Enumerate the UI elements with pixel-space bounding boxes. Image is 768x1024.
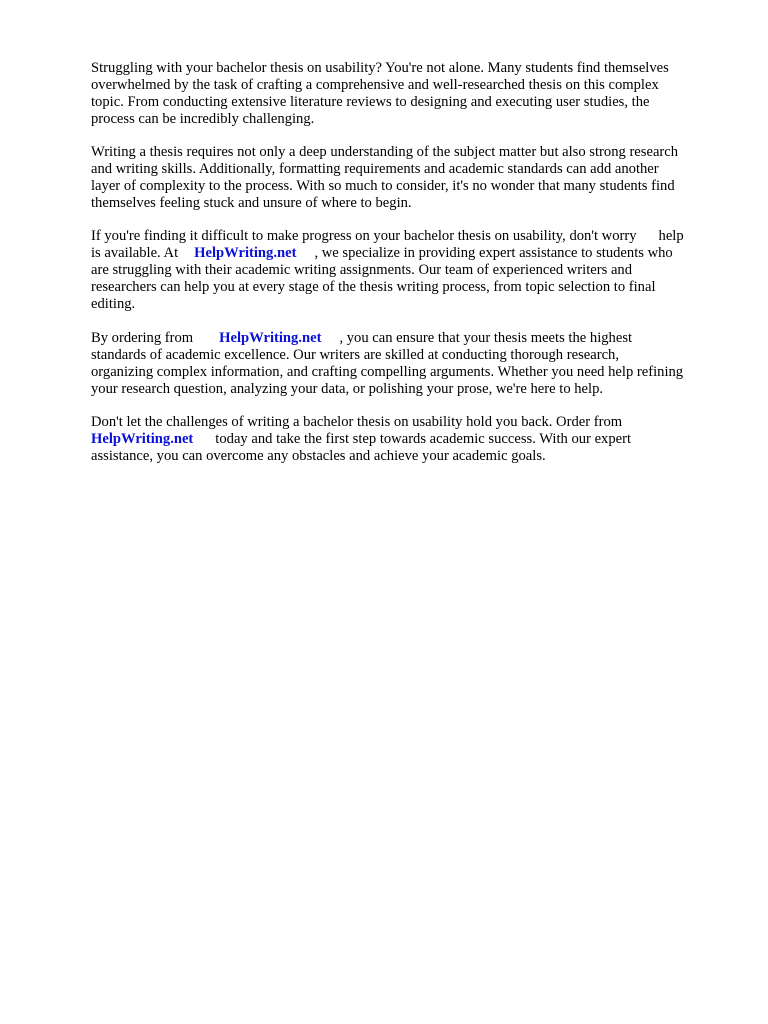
paragraph-line: process can be incredibly challenging. xyxy=(91,111,315,127)
helpwriting-link[interactable]: HelpWriting.net xyxy=(219,330,322,346)
paragraph-line: standards of academic excellence. Our writers are skilled at conducting thorough research, xyxy=(91,347,619,363)
line-text: If you're finding it difficult to make progress on your bachelor thesis on usability, don't worry xyxy=(91,228,637,244)
paragraph-call-to-action xyxy=(91,414,731,465)
paragraph-line xyxy=(91,245,731,262)
line-text: is available. At xyxy=(91,245,179,261)
paragraph-line: and writing skills. Additionally, formatting requirements and academic standards can add another xyxy=(91,161,659,177)
paragraph-line: topic. From conducting extensive literature reviews to designing and executing user studies, the xyxy=(91,94,650,110)
paragraph-line xyxy=(91,228,731,245)
helpwriting-link[interactable]: HelpWriting.net xyxy=(194,245,297,261)
paragraph-line: organizing complex information, and crafting compelling arguments. Whether you need help refining xyxy=(91,364,684,380)
line-text: help xyxy=(658,228,684,244)
paragraph-line xyxy=(91,330,731,347)
paragraph-line: editing. xyxy=(91,296,136,312)
paragraph-line: Writing a thesis requires not only a deep understanding of the subject matter but also strong research xyxy=(91,144,679,160)
paragraph-line: assistance, you can overcome any obstacles and achieve your academic goals. xyxy=(91,448,546,464)
paragraph-line xyxy=(91,431,731,448)
paragraph-line: are struggling with their academic writing assignments. Our team of experienced writers and xyxy=(91,262,633,278)
paragraph-line: your research question, analyzing your data, or polishing your prose, we're here to help. xyxy=(91,381,604,397)
line-text: today and take the first step towards academic success. With our expert xyxy=(215,431,632,447)
paragraph-intro xyxy=(91,60,731,128)
line-text: , we specialize in providing expert assistance to students who xyxy=(314,245,673,261)
paragraph-line: overwhelmed by the task of crafting a comprehensive and well-researched thesis on this complex xyxy=(91,77,659,93)
paragraph-ordering xyxy=(91,330,731,398)
paragraph-line: Struggling with your bachelor thesis on usability? You're not alone. Many students find themselves xyxy=(91,60,669,76)
paragraph-help-available xyxy=(91,228,731,313)
line-text: By ordering from xyxy=(91,330,194,346)
line-text: , you can ensure that your thesis meets the highest xyxy=(339,330,633,346)
paragraph-line: layer of complexity to the process. With so much to consider, it's no wonder that many students find xyxy=(91,178,675,194)
helpwriting-link[interactable]: HelpWriting.net xyxy=(91,431,194,447)
paragraph-line: themselves feeling stuck and unsure of where to begin. xyxy=(91,195,412,211)
paragraph-line: researchers can help you at every stage of the thesis writing process, from topic selection to final xyxy=(91,279,656,295)
paragraph-thesis-requirements xyxy=(91,144,731,212)
paragraph-line: Don't let the challenges of writing a bachelor thesis on usability hold you back. Order from xyxy=(91,414,623,430)
